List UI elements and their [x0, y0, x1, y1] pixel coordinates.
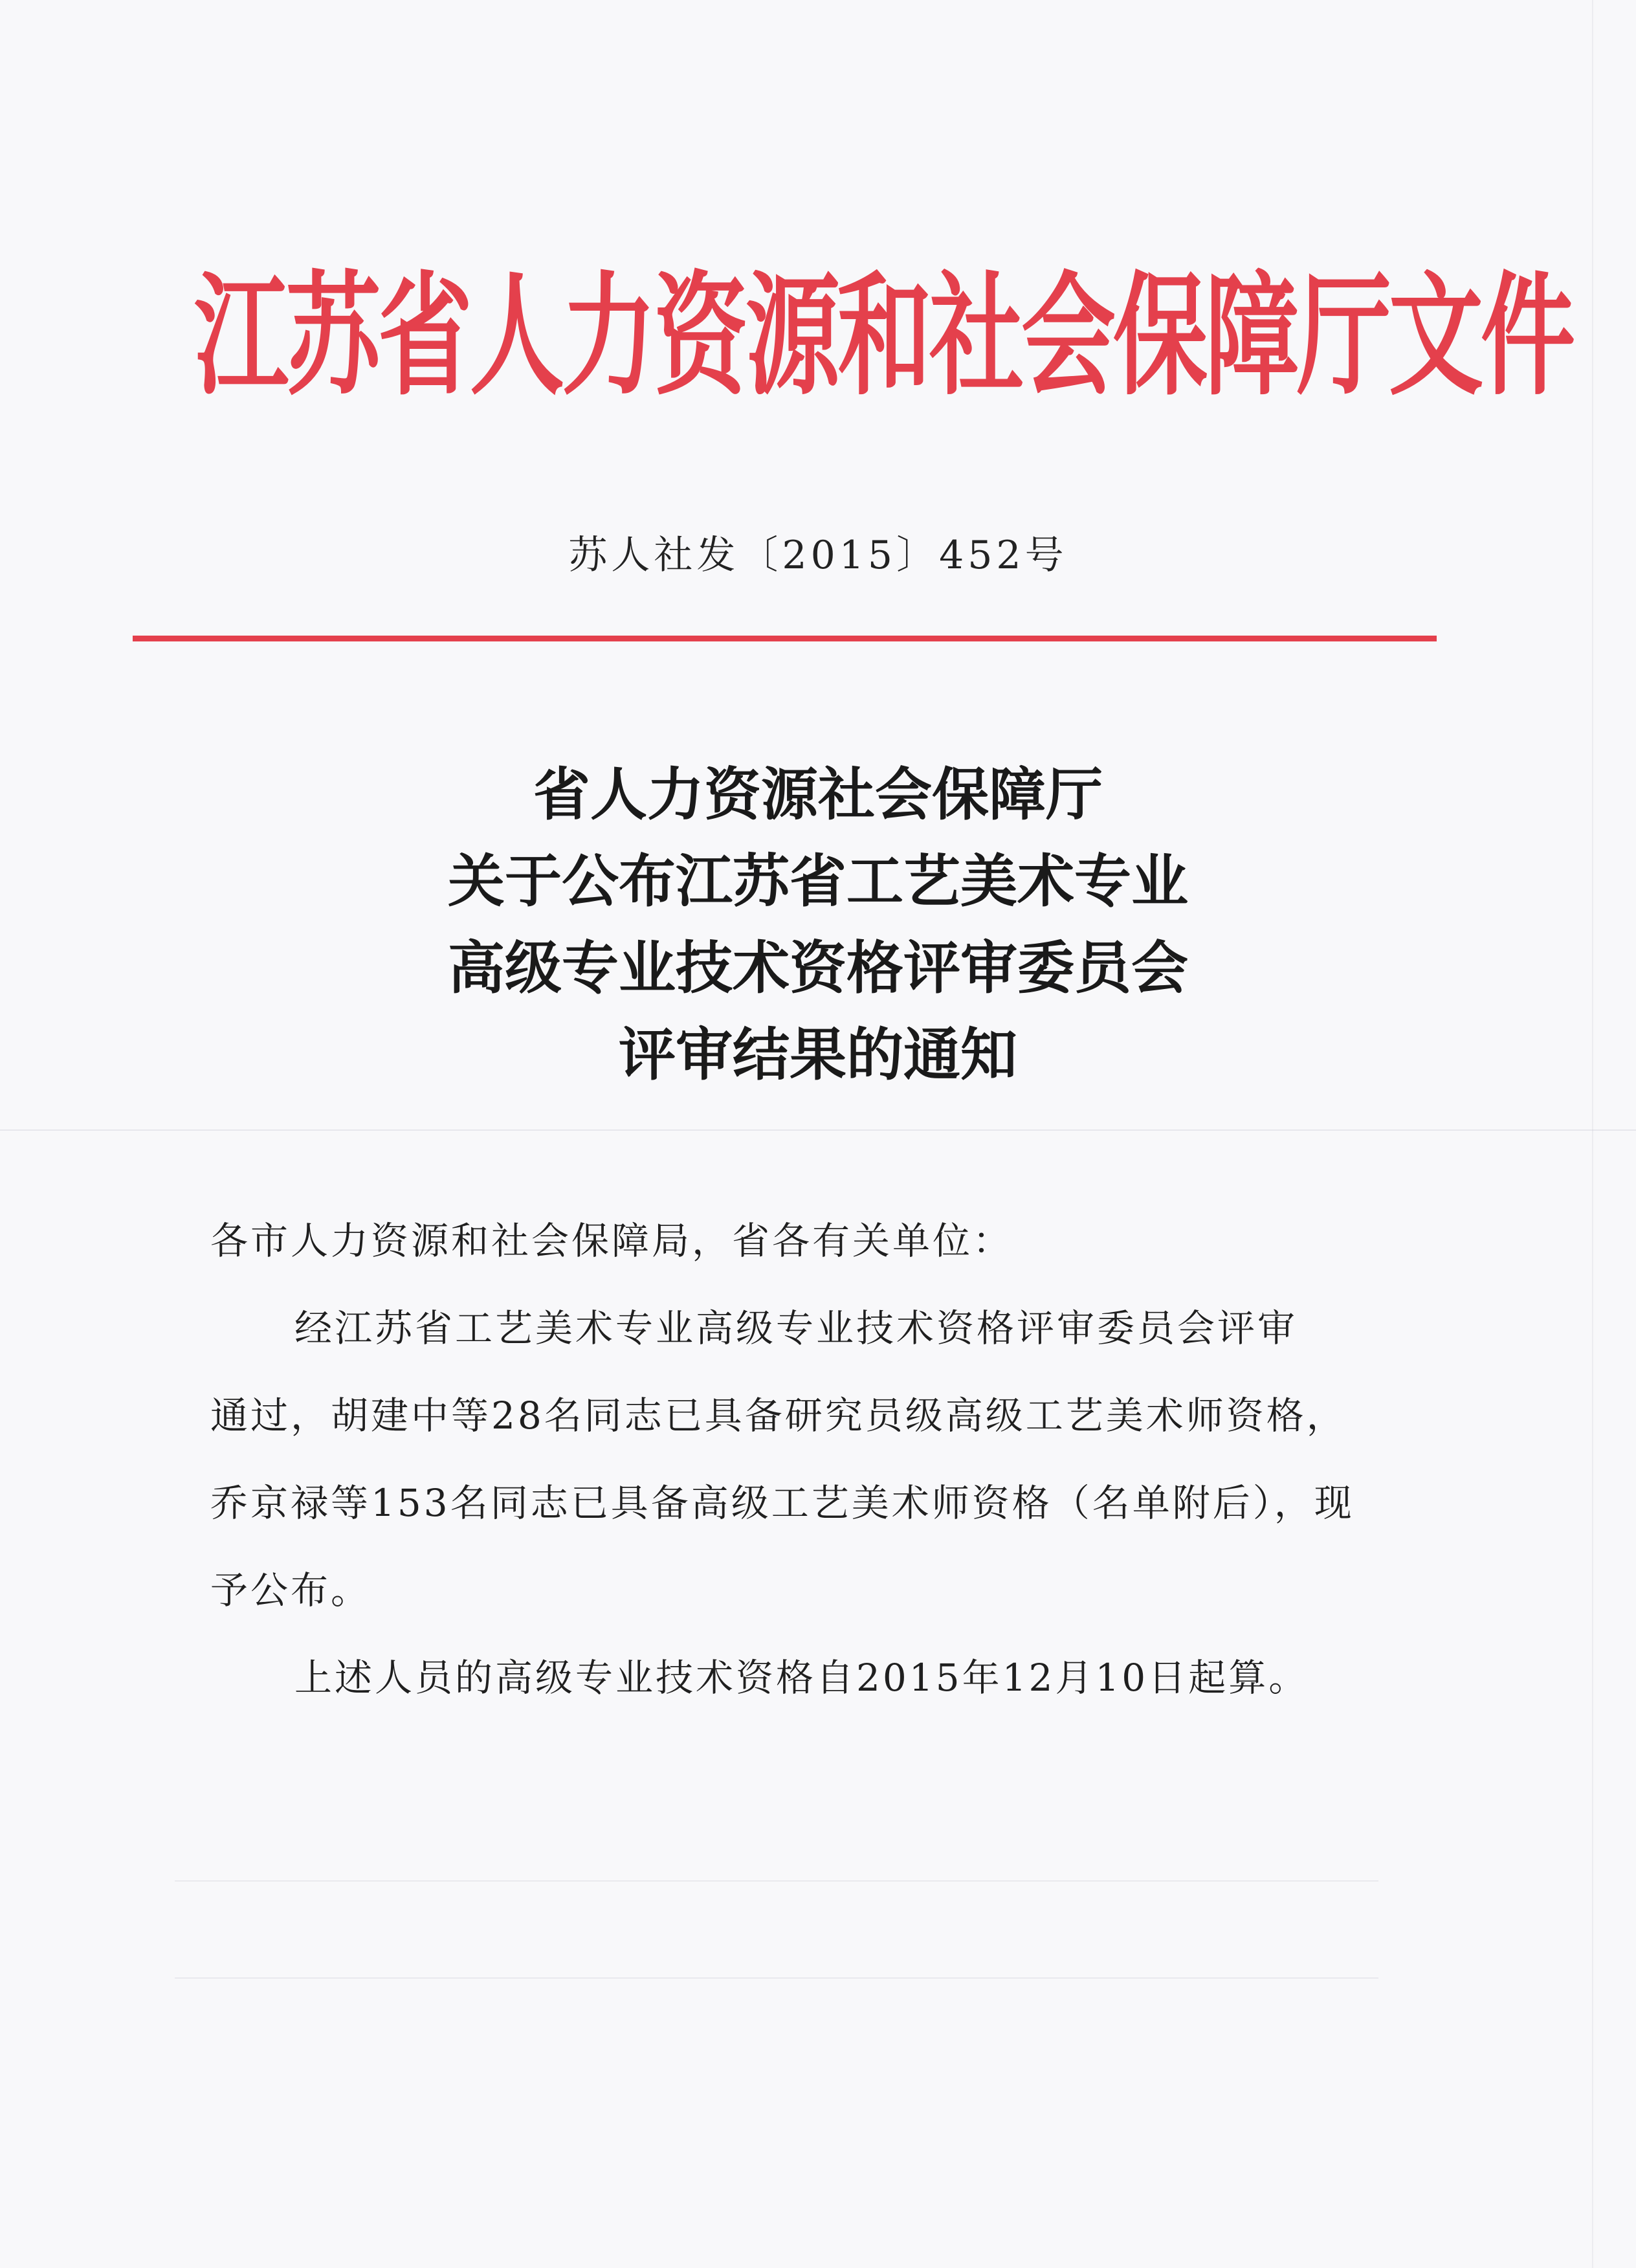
paragraph-1-line: 经江苏省工艺美术专业高级专业技术资格评审委员会评审	[294, 1306, 1298, 1350]
bleed-through-line-upper	[175, 1880, 1378, 1882]
notice-title-line: 评审结果的通知	[618, 1021, 1017, 1088]
salutation: 各市人力资源和社会保障局，省各有关单位：	[210, 1219, 1013, 1263]
notice-title	[0, 751, 1636, 1098]
paragraph-1-line: 予公布。	[210, 1568, 371, 1612]
notice-body	[210, 1197, 1395, 1722]
paragraph-1-line: 乔京禄等153名同志已具备高级工艺美术师资格（名单附后），现	[210, 1481, 1354, 1525]
paper-fold-horizontal	[0, 1129, 1636, 1131]
document-number: 苏人社发〔2015〕452号	[568, 533, 1068, 578]
notice-title-line: 高级专业技术资格评审委员会	[447, 934, 1188, 1001]
paragraph-2: 上述人员的高级专业技术资格自2015年12月10日起算。	[294, 1656, 1309, 1700]
paper-fold-vertical	[1592, 0, 1593, 2268]
paragraph-1-line: 通过，胡建中等28名同志已具备研究员级高级工艺美术师资格，	[210, 1394, 1347, 1438]
notice-title-line: 关于公布江苏省工艺美术专业	[447, 847, 1188, 915]
red-separator-rule	[133, 636, 1437, 641]
agency-header-title: 江苏省人力资源和社会保障厅文件	[194, 258, 1573, 414]
notice-title-line: 省人力资源社会保障厅	[533, 761, 1103, 828]
bleed-through-line-lower	[175, 1977, 1378, 1979]
